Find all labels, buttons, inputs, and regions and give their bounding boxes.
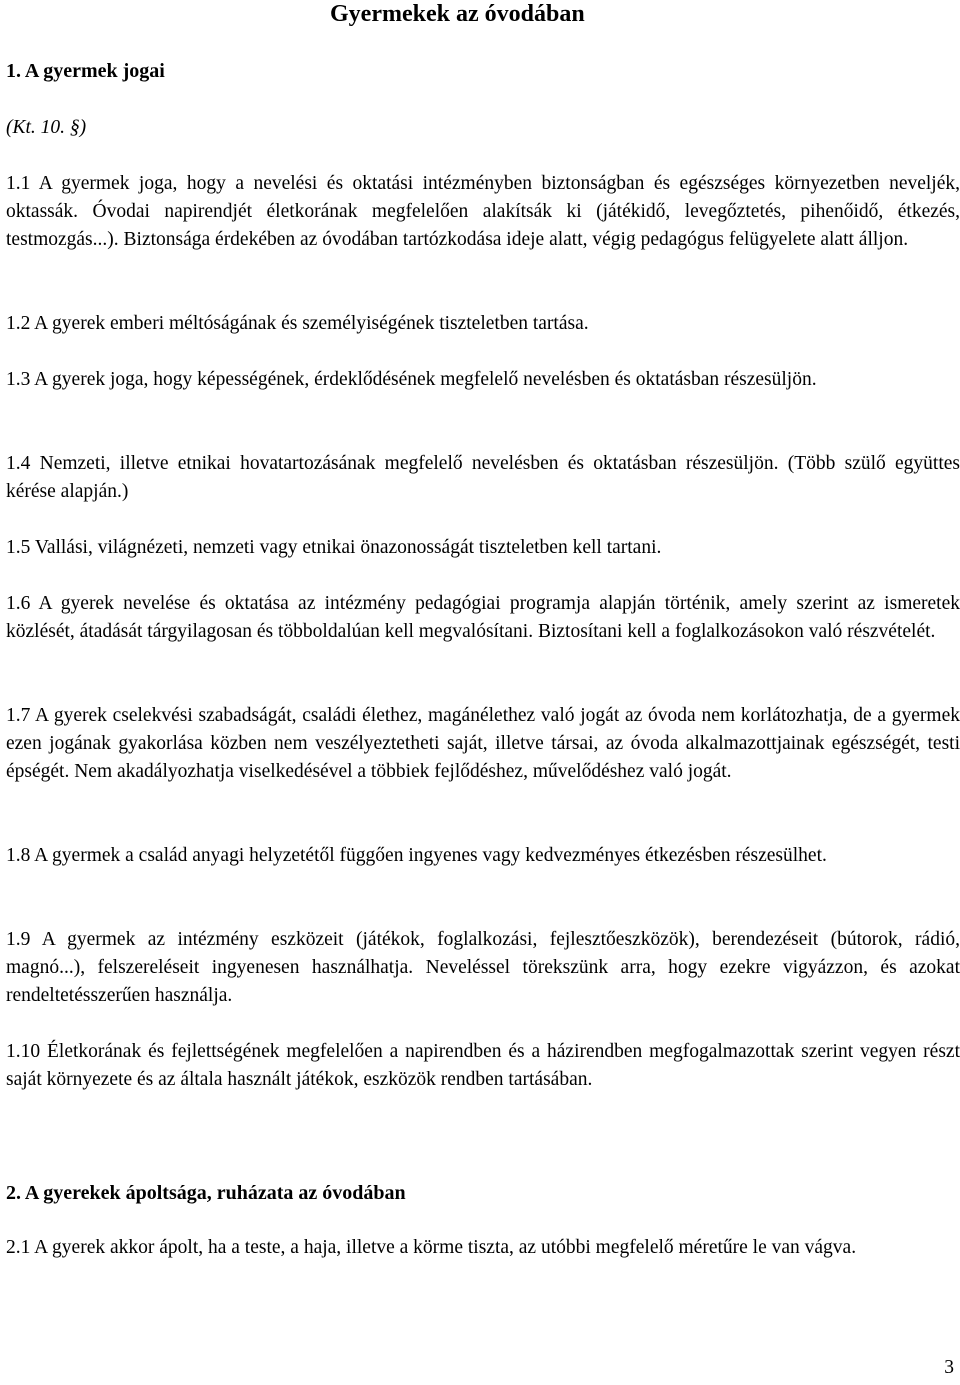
- paragraph-1-6: 1.6 A gyerek nevelése és oktatása az intézmény pedagógiai programja alapján történik, amely szerint az ismeretek közlését, átadását tárgyilagosan és többoldalúan kell megvalósítani. Biztosítani kell a foglalkozásokon való részvételét.: [6, 593, 960, 642]
- paragraph-1-5: 1.5 Vallási, világnézeti, nemzeti vagy etnikai önazonosságát tiszteletben kell tartani.: [6, 537, 662, 558]
- paragraph-1-9: 1.9 A gyermek az intézmény eszközeit (játékok, foglalkozási, fejlesztőeszközök), berendezéseit (bútorok, rádió, magnó...), felszereléseit ingyenesen használhatja. Neveléssel törekszünk arra, hogy ezekre vigyázzon, és azokat rendeltetésszerűen használja.: [6, 929, 960, 1006]
- law-reference: (Kt. 10. §): [6, 117, 87, 138]
- paragraph-1-10: 1.10 Életkorának és fejlettségének megfelelően a napirendben és a házirendben megfogalmazottak szerint vegyen részt saját környezete és az általa használt játékok, eszközök rendben tartásában.: [6, 1041, 960, 1090]
- paragraph-2-1: 2.1 A gyerek akkor ápolt, ha a teste, a haja, illetve a körme tiszta, az utóbbi megfelelő méretűre le van vágva.: [6, 1237, 857, 1258]
- section-2-heading: 2. A gyerekek ápoltsága, ruházata az óvodában: [6, 1182, 406, 1204]
- paragraph-1-4: 1.4 Nemzeti, illetve etnikai hovatartozásának megfelelő nevelésben és oktatásban részesüljön. (Több szülő együttes kérése alapján.): [6, 453, 960, 502]
- document-title: Gyermekek az óvodában: [330, 1, 585, 27]
- paragraph-1-7: 1.7 A gyerek cselekvési szabadságát, családi élethez, magánélethez való jogát az óvoda nem korlátozhatja, de a gyermek ezen jogának gyakorlása közben nem veszélyeztetheti saját, illetve társai, az óvoda alkalmazottjainak egészségét, testi épségét. Nem akadályozhatja viselkedésével a többiek fejlődéshez, művelődéshez való jogát.: [6, 705, 960, 782]
- paragraph-1-1: 1.1 A gyermek joga, hogy a nevelési és oktatási intézményben biztonságban és egészséges környezetben neveljék, oktassák. Óvodai napirendjét életkorának megfelelően alakítsák ki (játékidő, levegőztetés, pihenőidő, étkezés, testmozgás...). Biztonsága érdekében az óvodában tartózkodása ideje alatt, végig pedagógus felügyelete alatt álljon.: [6, 173, 960, 250]
- paragraph-1-3: 1.3 A gyerek joga, hogy képességének, érdeklődésének megfelelő nevelésben és oktatásban részesüljön.: [6, 369, 817, 390]
- paragraph-1-2: 1.2 A gyerek emberi méltóságának és személyiségének tiszteletben tartása.: [6, 313, 589, 334]
- paragraph-1-8: 1.8 A gyermek a család anyagi helyzetétől függően ingyenes vagy kedvezményes étkezésben részesülhet.: [6, 845, 827, 866]
- page-number: 3: [944, 1357, 954, 1378]
- section-1-heading: 1. A gyermek jogai: [6, 60, 165, 82]
